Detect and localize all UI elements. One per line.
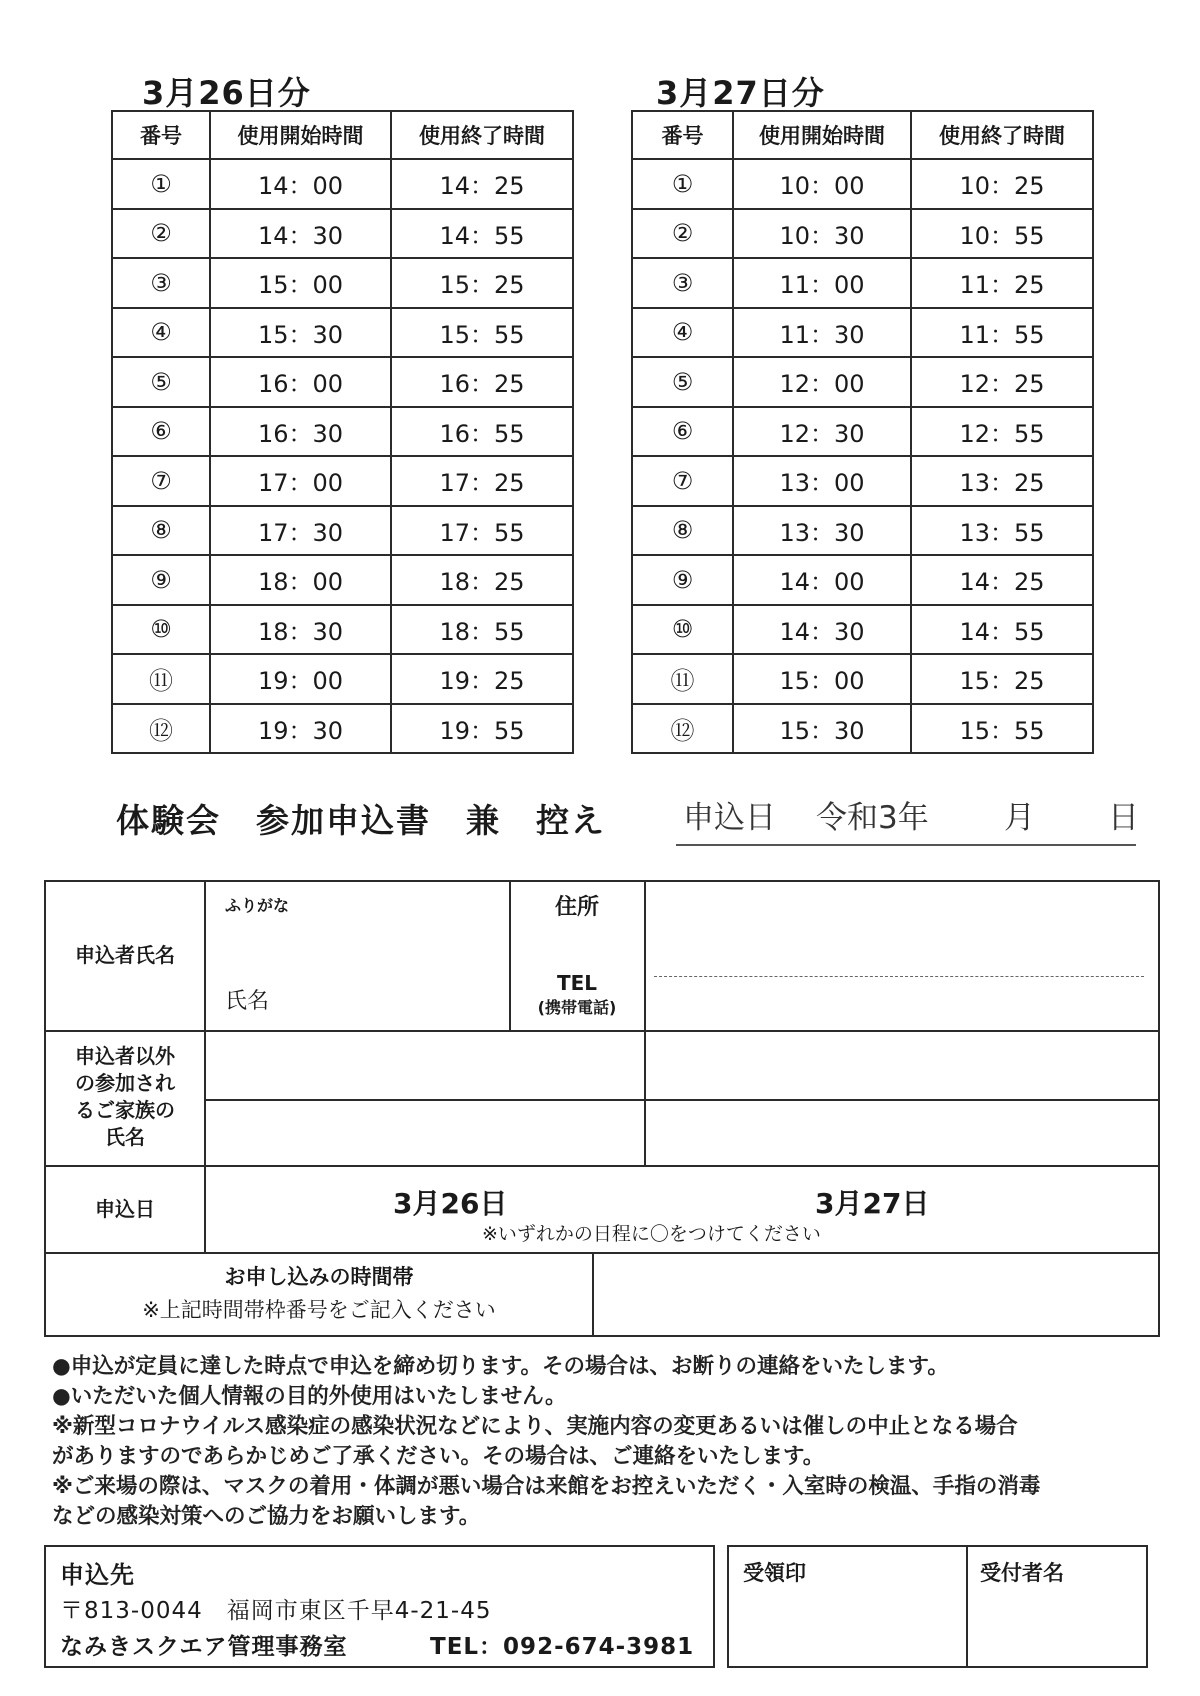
date-row-label: 申込日 [95, 1197, 155, 1221]
name-field[interactable] [290, 970, 507, 1026]
address-field[interactable] [646, 882, 1158, 974]
contact-office-name: なみきスクエア管理事務室 [60, 1634, 348, 1660]
slot-number: ⑥ [112, 407, 210, 457]
schedule-row [632, 654, 1093, 704]
slot-start-time: 19：00 [210, 654, 391, 704]
family-label-line: 氏名 [105, 1125, 145, 1149]
family-label-line: 申込者以外 [75, 1044, 175, 1068]
schedule-row [112, 258, 573, 308]
contact-heading: 申込先 [60, 1561, 135, 1589]
schedule-row [112, 704, 573, 754]
family-name-field-2[interactable] [646, 1032, 1158, 1097]
slot-end-time: 18：25 [391, 555, 573, 605]
slot-start-time: 14：30 [210, 209, 391, 259]
timeslot-label: お申し込みの時間帯 [224, 1265, 414, 1289]
slot-end-time: 15：55 [391, 308, 573, 358]
address-tel-separator [654, 976, 1144, 977]
slot-end-time: 19：25 [391, 654, 573, 704]
schedule-row [632, 159, 1093, 209]
receipt-stamp-label: 受領印 [743, 1561, 806, 1585]
schedule-row [632, 456, 1093, 506]
slot-end-time: 10：55 [911, 209, 1093, 259]
slot-start-time: 16：30 [210, 407, 391, 457]
family-name-field-3[interactable] [206, 1101, 642, 1163]
tel-field[interactable] [646, 980, 1158, 1028]
slot-start-time: 13：30 [733, 506, 911, 556]
name-label: 氏名 [225, 989, 270, 1014]
slot-number: ⑦ [632, 456, 733, 506]
slot-start-time: 15：30 [733, 704, 911, 754]
schedule-row [632, 605, 1093, 655]
date-option-mar27[interactable]: 3月27日 [815, 1187, 930, 1220]
timeslot-field[interactable] [594, 1254, 1158, 1335]
header-start-time: 使用開始時間 [733, 111, 911, 159]
form-title: 体験会 参加申込書 兼 控え [116, 801, 606, 840]
slot-start-time: 12：00 [733, 357, 911, 407]
applicant-name-label: 申込者氏名 [75, 943, 175, 967]
header-end-time: 使用終了時間 [911, 111, 1093, 159]
slot-start-time: 14：00 [733, 555, 911, 605]
header-start-time: 使用開始時間 [210, 111, 391, 159]
schedule-row [112, 456, 573, 506]
slot-number: ② [632, 209, 733, 259]
slot-end-time: 12：25 [911, 357, 1093, 407]
schedule-row [632, 555, 1093, 605]
schedule-title-day1: 3月26日分 [142, 74, 311, 112]
apply-date-era: 令和3年 [816, 800, 929, 836]
date-note: ※いずれかの日程に〇をつけてください [482, 1223, 821, 1245]
tel-label: TEL [556, 971, 598, 995]
slot-end-time: 17：55 [391, 506, 573, 556]
slot-end-time: 13：25 [911, 456, 1093, 506]
schedule-row [632, 357, 1093, 407]
slot-number: ⑧ [112, 506, 210, 556]
schedule-row [112, 209, 573, 259]
schedule-row [632, 704, 1093, 754]
slot-number: ③ [632, 258, 733, 308]
form-row-divider [44, 1165, 1160, 1167]
slot-number: ④ [112, 308, 210, 358]
slot-start-time: 15：30 [210, 308, 391, 358]
slot-end-time: 16：55 [391, 407, 573, 457]
apply-date-month[interactable]: 月 [1004, 800, 1035, 836]
header-number: 番号 [632, 111, 733, 159]
slot-start-time: 19：30 [210, 704, 391, 754]
furigana-field[interactable] [206, 915, 507, 965]
slot-start-time: 18：00 [210, 555, 391, 605]
slot-start-time: 10：30 [733, 209, 911, 259]
slot-number: ① [112, 159, 210, 209]
family-name-field-4[interactable] [646, 1101, 1158, 1163]
schedule-table-day2 [631, 110, 1094, 754]
slot-number: ⑥ [632, 407, 733, 457]
family-name-field-1[interactable] [206, 1032, 642, 1097]
slot-end-time: 17：25 [391, 456, 573, 506]
contact-tel: TEL：092-674-3981 [430, 1634, 695, 1660]
slot-end-time: 15：25 [391, 258, 573, 308]
timeslot-note: ※上記時間帯枠番号をご記入ください [142, 1298, 496, 1322]
schedule-row [632, 407, 1093, 457]
slot-start-time: 14：30 [733, 605, 911, 655]
slot-start-time: 16：00 [210, 357, 391, 407]
schedule-row [112, 357, 573, 407]
slot-start-time: 10：00 [733, 159, 911, 209]
note-line: ●申込が定員に達した時点で申込を締め切ります。その場合は、お断りの連絡をいたします。 [52, 1354, 949, 1379]
slot-start-time: 15：00 [733, 654, 911, 704]
note-line: ●いただいた個人情報の目的外使用はいたしません。 [52, 1384, 567, 1409]
schedule-row [632, 506, 1093, 556]
slot-number: ⑤ [632, 357, 733, 407]
slot-start-time: 18：30 [210, 605, 391, 655]
slot-start-time: 17：30 [210, 506, 391, 556]
slot-start-time: 12：30 [733, 407, 911, 457]
slot-end-time: 19：55 [391, 704, 573, 754]
note-line: ※ご来場の際は、マスクの着用・体調が悪い場合は来館をお控えいただく・入室時の検温、手指の消毒 [52, 1474, 1041, 1499]
schedule-row [112, 555, 573, 605]
slot-end-time: 14：25 [911, 555, 1093, 605]
slot-end-time: 13：55 [911, 506, 1093, 556]
note-line: などの感染対策へのご協力をお願いします。 [52, 1504, 481, 1529]
slot-number: ⑫ [112, 704, 210, 754]
slot-start-time: 15：00 [210, 258, 391, 308]
slot-end-time: 14：25 [391, 159, 573, 209]
schedule-row [632, 258, 1093, 308]
schedule-row [112, 605, 573, 655]
receipt-divider [966, 1545, 968, 1668]
slot-number: ⑪ [112, 654, 210, 704]
slot-end-time: 10：25 [911, 159, 1093, 209]
slot-end-time: 15：25 [911, 654, 1093, 704]
note-line: ※新型コロナウイルス感染症の感染状況などにより、実施内容の変更あるいは催しの中止となる場合 [52, 1414, 1018, 1439]
slot-start-time: 11：30 [733, 308, 911, 358]
slot-end-time: 14：55 [391, 209, 573, 259]
slot-end-time: 18：55 [391, 605, 573, 655]
receiver-name-field[interactable] [969, 1588, 1146, 1666]
date-option-mar26[interactable]: 3月26日 [393, 1187, 508, 1220]
slot-number: ② [112, 209, 210, 259]
schedule-row [112, 308, 573, 358]
address-label: 住所 [554, 895, 599, 920]
slot-number: ⑩ [632, 605, 733, 655]
receipt-stamp-field[interactable] [729, 1588, 964, 1666]
slot-end-time: 14：55 [911, 605, 1093, 655]
schedule-row [632, 209, 1093, 259]
slot-number: ④ [632, 308, 733, 358]
slot-end-time: 11：25 [911, 258, 1093, 308]
schedule-header-row [632, 111, 1093, 159]
slot-number: ⑨ [632, 555, 733, 605]
slot-end-time: 16：25 [391, 357, 573, 407]
slot-start-time: 13：00 [733, 456, 911, 506]
family-label [46, 1043, 204, 1151]
notes [52, 1352, 1162, 1532]
tel-sub-label: (携帯電話) [537, 998, 617, 1017]
slot-number: ⑨ [112, 555, 210, 605]
schedule-row [112, 654, 573, 704]
apply-date-line [676, 844, 1136, 846]
schedule-row [112, 407, 573, 457]
slot-end-time: 15：55 [911, 704, 1093, 754]
slot-number: ③ [112, 258, 210, 308]
schedule-header-row [112, 111, 573, 159]
slot-start-time: 14：00 [210, 159, 391, 209]
slot-number: ⑪ [632, 654, 733, 704]
apply-date-label: 申込日 [683, 800, 776, 836]
contact-address: 〒813-0044 福岡市東区千早4-21-45 [60, 1598, 492, 1624]
slot-number: ⑦ [112, 456, 210, 506]
slot-end-time: 11：55 [911, 308, 1093, 358]
schedule-title-day2: 3月27日分 [656, 74, 825, 112]
family-label-line: の参加され [75, 1071, 175, 1095]
slot-number: ① [632, 159, 733, 209]
schedule-row [112, 159, 573, 209]
receiver-name-label: 受付者名 [980, 1561, 1064, 1585]
schedule-row [632, 308, 1093, 358]
slot-number: ⑩ [112, 605, 210, 655]
slot-number: ⑫ [632, 704, 733, 754]
family-label-line: るご家族の [75, 1098, 175, 1122]
apply-date-day[interactable]: 日 [1108, 800, 1139, 836]
slot-start-time: 17：00 [210, 456, 391, 506]
note-line: がありますのであらかじめご了承ください。その場合は、ご連絡をいたします。 [52, 1444, 825, 1469]
furigana-label: ふりがな [225, 896, 290, 915]
header-end-time: 使用終了時間 [391, 111, 573, 159]
header-number: 番号 [112, 111, 210, 159]
slot-start-time: 11：00 [733, 258, 911, 308]
schedule-table-day1 [111, 110, 574, 754]
slot-number: ⑧ [632, 506, 733, 556]
slot-number: ⑤ [112, 357, 210, 407]
slot-end-time: 12：55 [911, 407, 1093, 457]
schedule-row [112, 506, 573, 556]
